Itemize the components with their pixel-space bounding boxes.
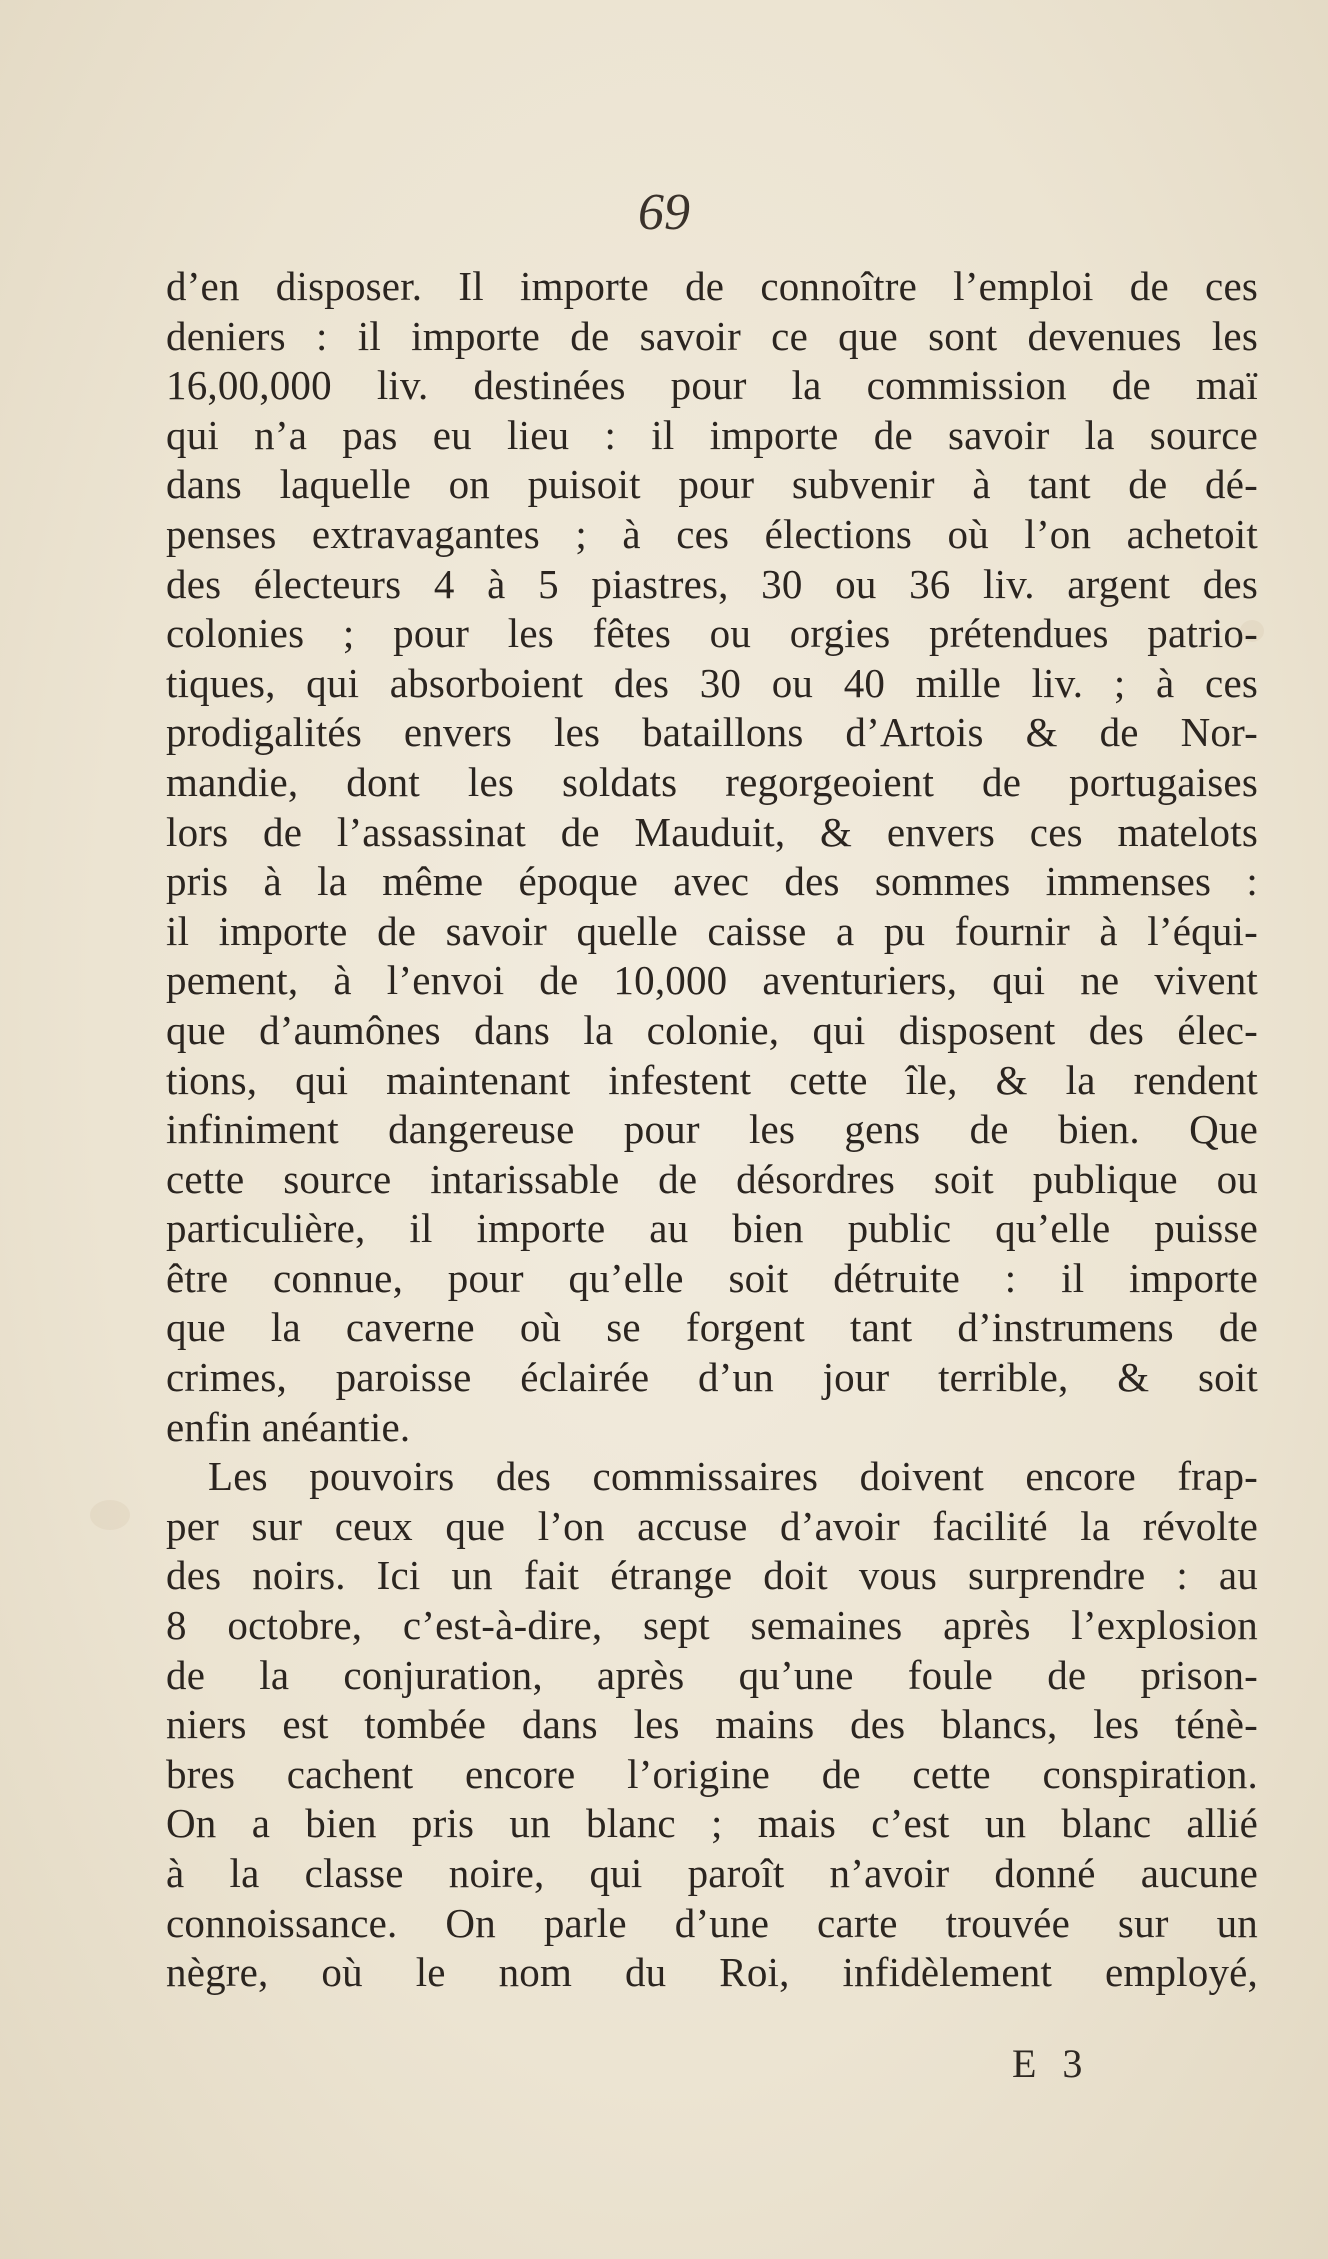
text-line: pris à la même époque avec des sommes immenses : — [166, 858, 1258, 905]
text-line: crimes, paroisse éclairée d’un jour terrible, & soit — [166, 1354, 1258, 1401]
text-line: 16,00,000 liv. destinées pour la commission de maï — [166, 362, 1258, 409]
text-line: de la conjuration, après qu’une foule de prison- — [166, 1651, 1258, 1698]
text-line: Les pouvoirs des commissaires doivent encore frap- — [208, 1453, 1258, 1500]
paragraph-1 — [166, 262, 1258, 1452]
text-line: per sur ceux que l’on accuse d’avoir facilité la révolte — [166, 1502, 1258, 1549]
text-line: bres cachent encore l’origine de cette conspiration. — [166, 1750, 1258, 1797]
text-line: infiniment dangereuse pour les gens de bien. Que — [166, 1106, 1258, 1153]
page-number: 69 — [638, 184, 690, 241]
text-line: tions, qui maintenant infestent cette île, & la rendent — [166, 1056, 1258, 1103]
text-line: dans laquelle on puisoit pour subvenir à tant de dé- — [166, 461, 1258, 508]
text-line: prodigalités envers les bataillons d’Artois & de Nor- — [166, 709, 1258, 756]
text-line: des électeurs 4 à 5 piastres, 30 ou 36 liv. argent des — [166, 560, 1258, 607]
text-line: il importe de savoir quelle caisse a pu fournir à l’équi- — [166, 907, 1258, 954]
text-line: qui n’a pas eu lieu : il importe de savoir la source — [166, 411, 1258, 458]
text-line: deniers : il importe de savoir ce que sont devenues les — [166, 312, 1258, 359]
text-line: tiques, qui absorboient des 30 ou 40 mille liv. ; à ces — [166, 659, 1258, 706]
text-line: être connue, pour qu’elle soit détruite : il importe — [166, 1254, 1258, 1301]
text-line: penses extravagantes ; à ces élections où l’on achetoit — [166, 510, 1258, 557]
text-line: que la caverne où se forgent tant d’instrumens de — [166, 1304, 1258, 1351]
body-text — [166, 262, 1258, 1998]
text-line: 8 octobre, c’est-à-dire, sept semaines après l’explosion — [166, 1602, 1258, 1649]
text-line: On a bien pris un blanc ; mais c’est un blanc allié — [166, 1800, 1258, 1847]
text-line: particulière, il importe au bien public qu’elle puisse — [166, 1205, 1258, 1252]
text-line: cette source intarissable de désordres soit publique ou — [166, 1155, 1258, 1202]
text-line: lors de l’assassinat de Mauduit, & envers ces matelots — [166, 808, 1258, 855]
paragraph-2 — [166, 1452, 1258, 1998]
printer-signature-mark: E 3 — [1012, 2041, 1091, 2086]
text-line: mandie, dont les soldats regorgeoient de portugaises — [166, 758, 1258, 805]
text-line: nègre, où le nom du Roi, infidèlement employé, — [166, 1949, 1258, 1996]
text-line: des noirs. Ici un fait étrange doit vous surprendre : au — [166, 1552, 1258, 1599]
text-line: pement, à l’envoi de 10,000 aventuriers, qui ne vivent — [166, 957, 1258, 1004]
text-line: d’en disposer. Il importe de connoître l’emploi de ces — [166, 263, 1258, 309]
text-line: enfin anéantie. — [166, 1403, 411, 1450]
text-line: que d’aumônes dans la colonie, qui disposent des élec- — [166, 1006, 1258, 1053]
text-line: niers est tombée dans les mains des blancs, les ténè- — [166, 1701, 1258, 1748]
paper-stain — [90, 1500, 130, 1530]
text-line: connoissance. On parle d’une carte trouvée sur un — [166, 1899, 1258, 1946]
text-line: à la classe noire, qui paroît n’avoir donné aucune — [166, 1850, 1258, 1896]
text-line: colonies ; pour les fêtes ou orgies prétendues patrio- — [166, 610, 1258, 657]
